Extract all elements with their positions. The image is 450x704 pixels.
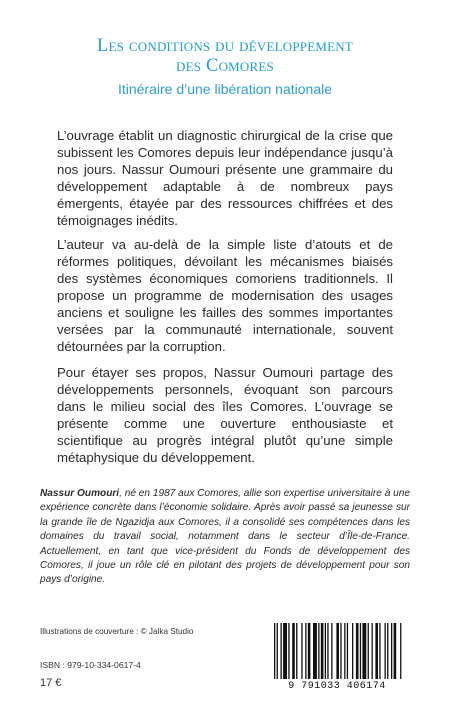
barcode-bar [321, 623, 324, 679]
barcode-bar [308, 623, 311, 679]
barcode-bar [301, 623, 302, 679]
blurb-paragraph-3: Pour étayer ses propos, Nassur Oumouri partage des développements personnels, évoquant son parcours dans le milieu social des îles Comores. L’ouvrage se présente comme une ouverture enthousiaste et scientifique au progrès intégral plutôt qu’une simple métaphysique du développement. [57, 365, 393, 465]
author-bio [40, 487, 410, 588]
illustration-credits: Illustrations de couverture : © Jalka Studio [40, 627, 194, 636]
barcode-bar [379, 623, 380, 679]
barcode-bar [375, 623, 378, 679]
barcode-bar [400, 623, 401, 679]
barcode-bar [288, 623, 289, 679]
barcode-bar [336, 623, 339, 679]
isbn: ISBN : 979-10-334-0617-4 [40, 660, 141, 670]
barcode-bar [387, 623, 388, 679]
barcode-bar [347, 623, 348, 679]
barcode-bar [296, 623, 297, 679]
barcode-bar [360, 623, 361, 679]
blurb-paragraph-1: L’ouvrage établit un diagnostic chirurgical de la crise que subissent les Comores depuis leur indépendance jusqu’à nos jours. Nassur Oumouri présente une grammaire du développement adaptable à de nombreux pays émergents, étayée par des ressources chiffrées et des témoignages inédits. [57, 128, 393, 228]
barcode-bar [274, 623, 275, 679]
barcode-bar [327, 623, 328, 679]
barcode-bar [292, 623, 295, 679]
barcode-bar [318, 623, 319, 679]
author-bio-text: , né en 1987 aux Comores, allie son expertise universitaire à une expérience concrète dans l’économie solidaire. Après avoir passé sa jeunesse sur la grande île de Ngazidja aux Comores, il a consolidé ses compétences dans les domaines du travail social, notamment dans le secteur d’Île-de-France. Actuellement, en tant que vice-président du Fonds de développement des Comores, il joue un rôle clé en pilotant des projets de développement pour son pays d’origine. [40, 488, 410, 586]
barcode-bar [385, 623, 386, 679]
blurb-paragraph-2: L’auteur va au-delà de la simple liste d’atouts et de réformes politiques, dévoilant les mécanismes biaisés des systèmes économiques comoriens traditionnels. Il propose un programme de modernisation des usages anciens et souligne les failles des sommes importantes versées par la communauté internationale, souvent détournées par la corruption. [57, 237, 393, 354]
barcode-bar [305, 623, 306, 679]
book-subtitle: Itinéraire d’une libération nationale [117, 81, 333, 97]
barcode-bar [344, 623, 345, 679]
barcode [262, 617, 412, 695]
book-title-line2: des Comores [176, 56, 274, 76]
barcode-bars [262, 617, 412, 681]
author-name: Nassur Oumouri [40, 488, 120, 499]
barcode-bar [372, 623, 373, 679]
barcode-bar [281, 623, 282, 679]
barcode-bar [368, 623, 369, 679]
price: 17 € [40, 677, 62, 689]
barcode-bar [362, 623, 366, 679]
barcode-bar [352, 623, 353, 679]
barcode-bar [325, 623, 326, 679]
barcode-bar [331, 623, 332, 679]
barcode-bar [283, 623, 287, 679]
book-title-line1: Les conditions du développement [97, 36, 353, 56]
barcode-digits: 9 791033 406174 [288, 681, 386, 692]
barcode-bar [391, 623, 392, 679]
barcode-bar [277, 623, 278, 679]
barcode-bar [340, 623, 341, 679]
barcode-bar [313, 623, 317, 679]
barcode-bar [394, 623, 397, 679]
barcode-bar [356, 623, 359, 679]
